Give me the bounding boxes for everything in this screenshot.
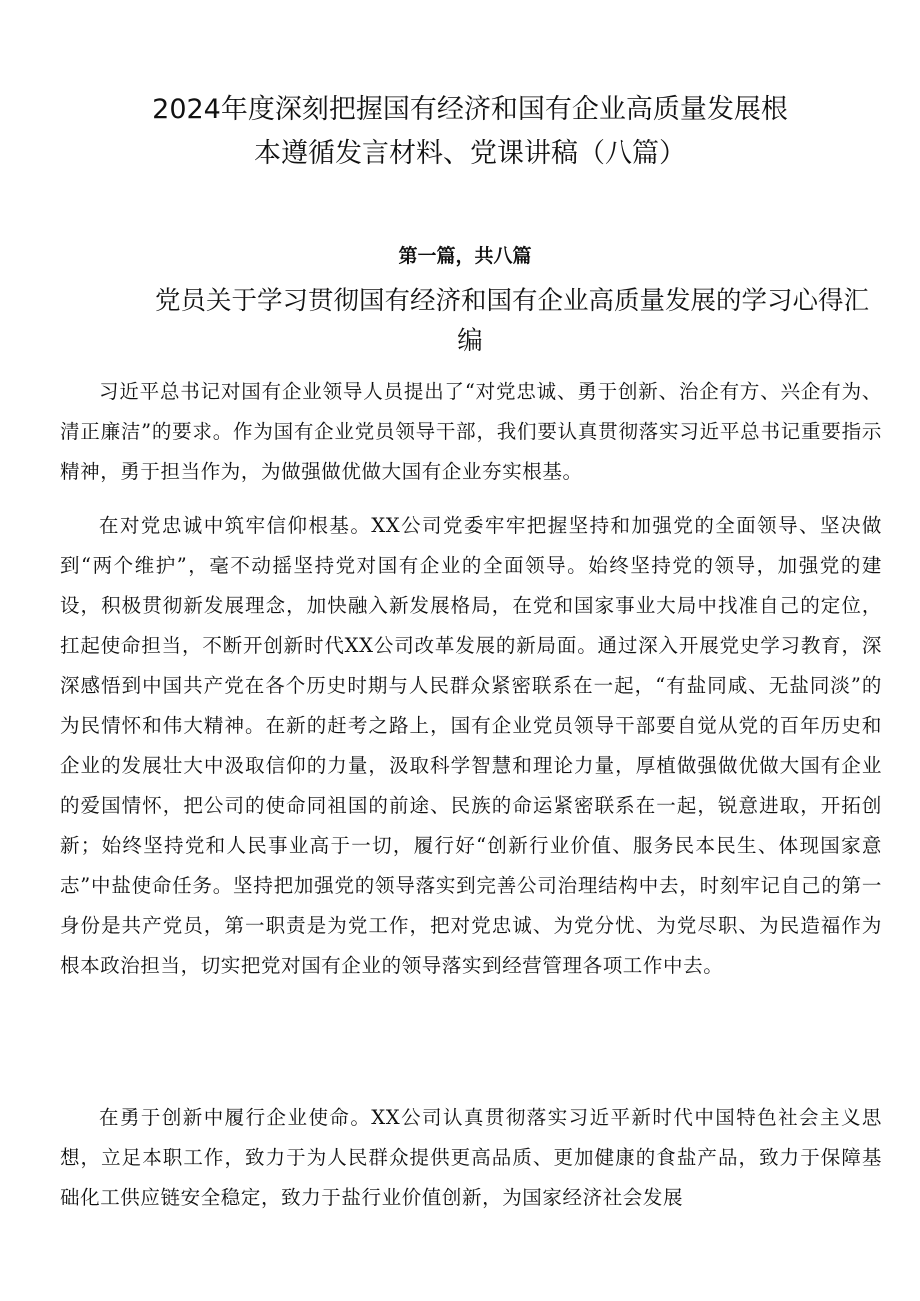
- document-title-line-2: 本遵循发言材料、党课讲稿（八篇）: [254, 138, 686, 169]
- document-title-line-1: 2024年度深刻把握国有经济和国有企业高质量发展根: [152, 94, 788, 125]
- part-label: 第一篇，共八篇: [398, 245, 532, 267]
- paragraph-1: 习近平总书记对国有企业领导人员提出了“对党忠诚、勇于创新、治企有方、兴企有为、清正廉洁”的要求。作为国有企业党员领导干部，我们要认真贯彻落实习近平总书记重要指示精神，勇于担当作为，为做强做优做大国有企业夯实根基。: [60, 380, 882, 483]
- document-title: [100, 88, 840, 176]
- paragraph-2: 在对党忠诚中筑牢信仰根基。XX公司党委牢牢把握坚持和加强党的全面领导、坚决做到“两个维护”，毫不动摇坚持党对国有企业的全面领导。始终坚持党的领导，加强党的建设，积极贯彻新发展理念，加快融入新发展格局，在党和国家事业大局中找准自己的定位，扛起使命担当，不断开创新时代XX公司改革发展的新局面。通过深入开展党史学习教育，深深感悟到中国共产党在各个历史时期与人民群众紧密联系在一起，“有盐同咸、无盐同淡”的为民情怀和伟大精神。在新的赶考之路上，国有企业党员领导干部要自觉从党的百年历史和企业的发展壮大中汲取信仰的力量，汲取科学智慧和理论力量，厚植做强做优做大国有企业的爱国情怀，把公司的使命同祖国的前途、民族的命运紧密联系在一起，锐意进取，开拓创新；始终坚持党和人民事业高于一切，履行好“创新行业价值、服务民本民生、体现国家意志”中盐使命任务。坚持把加强党的领导落实到完善公司治理结构中去，时刻牢记自己的第一身份是共产党员，第一职责是为党工作，把对党忠诚、为党分忧、为党尽职、为民造福作为根本政治担当，切实把党对国有企业的领导落实到经营管理各项工作中去。: [60, 514, 882, 977]
- section-title: 党员关于学习贯彻国有经济和国有企业高质量发展的学习心得汇编: [154, 286, 869, 356]
- paragraph-3: 在勇于创新中履行企业使命。XX公司认真贯彻落实习近平新时代中国特色社会主义思想，立足本职工作，致力于为人民群众提供更高品质、更加健康的食盐产品，致力于保障基础化工供应链安全稳定，致力于盐行业价值创新，为国家经济社会发展: [60, 1106, 882, 1209]
